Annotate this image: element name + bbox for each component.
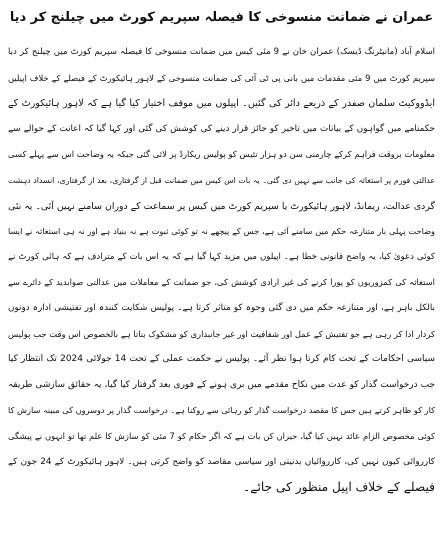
headline: عمران نے ضمانت منسوخی کا فیصلہ سپریم کورٹ میں چیلنج کر دیا: [9, 10, 434, 25]
body-line: بالکل باہر ہے، اور متنازعہ حکم میں دی گئی وجوہ کو متاثر کرتا ہے۔ پولیس شکایت کنندہ اور تفتیشی ادارہ دونوں: [8, 302, 435, 313]
body-line: عدالتی فورم پر استغاثہ کی جانب سے نہیں دی گئی۔ یہ بات اس کیس میں ضمانت قبل از گرفتاری، بعد از گرفتاری، انسداد دہشت: [8, 175, 435, 185]
body-line: کوئی مخصوص الزام عائد نہیں کیا گیا، حیران کن بات ہے کہ اگر حکام کو 7 مئی کو سازش کا علم تھا تو انہوں نے پیشگی: [8, 430, 435, 441]
body-line: سیاسی احکامات کے تحت کام کرتا ہوا نظر آئے۔ پولیس نے حکمت عملی کے تحت 14 جولائی 2024 تک انتظار کیا: [8, 354, 435, 365]
body-line: فیصلے کے خلاف اپیل منظور کی جائے۔: [243, 480, 435, 495]
body-line: جب درخواست گذار کو عدت میں نکاح مقدمے میں بری ہونے کے فوری بعد گرفتار کیا گیا، یہ حقائق سازشی طریقہ: [8, 379, 435, 390]
body-line: گردی عدالت، ریمانڈ، لاہور ہائیکورٹ یا سپریم کورٹ میں کیس پر سماعت کے دوران سامنے نہیں آئی۔ یہ نئی: [8, 200, 435, 212]
body-line: استغاثہ کی کمزوریوں کو پورا کرنے کی غیر ارادی کوشش کی، جو ضمانت کے معاملات میں عدالتی صوابدید کے دائرے سے: [8, 277, 435, 288]
article-body: [8, 40, 435, 501]
body-line: معلومات بروقت فراہم کرکے چارمنی سن دو ہزار تئیس کو پولیس ریکارڈ پر لائی گئی جبکہ یہ وضاحت اس سے پہلے کسی: [8, 149, 435, 160]
body-line: کردار ادا کر رہی ہے جو تفتیش کے عمل اور شفافیت اور غیر جانبداری کو مشکوک بناتا ہے بالخصوص اس وقت جب پولیس: [8, 328, 435, 339]
body-line: کارروائی کیوں نہیں کی، کارروائیاں بدنیتی اور سیاسی مقاصد کو واضح کرتی ہیں۔ لاہور ہائیکورٹ کے 24 جون کے: [8, 456, 435, 467]
body-line: حکمنامے میں گواہوں کے بیانات میں تاخیر کو جائز قرار دینے کی کوشش کی گئی اور کہا گیا کہ اعانت کے حوالے سے: [8, 123, 435, 134]
body-line: کار کو ظاہر کرتے ہیں جس کا مقصد درخواست گذار کو رہائی سے روکنا ہے۔ درخواست گذار پر دوسروں کی مبینہ سازش کا: [8, 405, 435, 416]
body-line: کوئی دعویٰ کیا، یہ واضح قانونی خطا ہے۔ اپیلوں میں مزید کہا گیا ہے کہ یہ اس بات کے مترادف ہے کہ ہائی کورٹ نے: [8, 251, 435, 262]
body-line: وضاحت پہلی بار متنازعہ حکم میں سامنے آئی ہے، جس کے پیچھے نہ تو کوئی ثبوت ہے نہ بنیاد ہے اور نہ ہی استغاثہ نے ایسا: [8, 226, 435, 237]
body-line: سپریم کورٹ میں 9 مئی مقدمات میں بانی پی ٹی آئی کی ضمانت منسوخی کے لاہور ہائیکورٹ کے فیصلے کے خلاف اپیلیں: [8, 72, 435, 83]
body-line: ایڈووکیٹ سلمان صفدر کے ذریعے دائر کی گئیں۔ اپیلوں میں موقف اختیار کیا گیا ہے کہ لاہور ہائیکورٹ کے: [8, 98, 435, 110]
body-line: اسلام آباد (مانیٹرنگ ڈیسک) عمران خان نے 9 مئی کیس میں ضمانت منسوخی کا فیصلہ سپریم کورٹ میں چیلنج کر دیا: [8, 47, 435, 57]
